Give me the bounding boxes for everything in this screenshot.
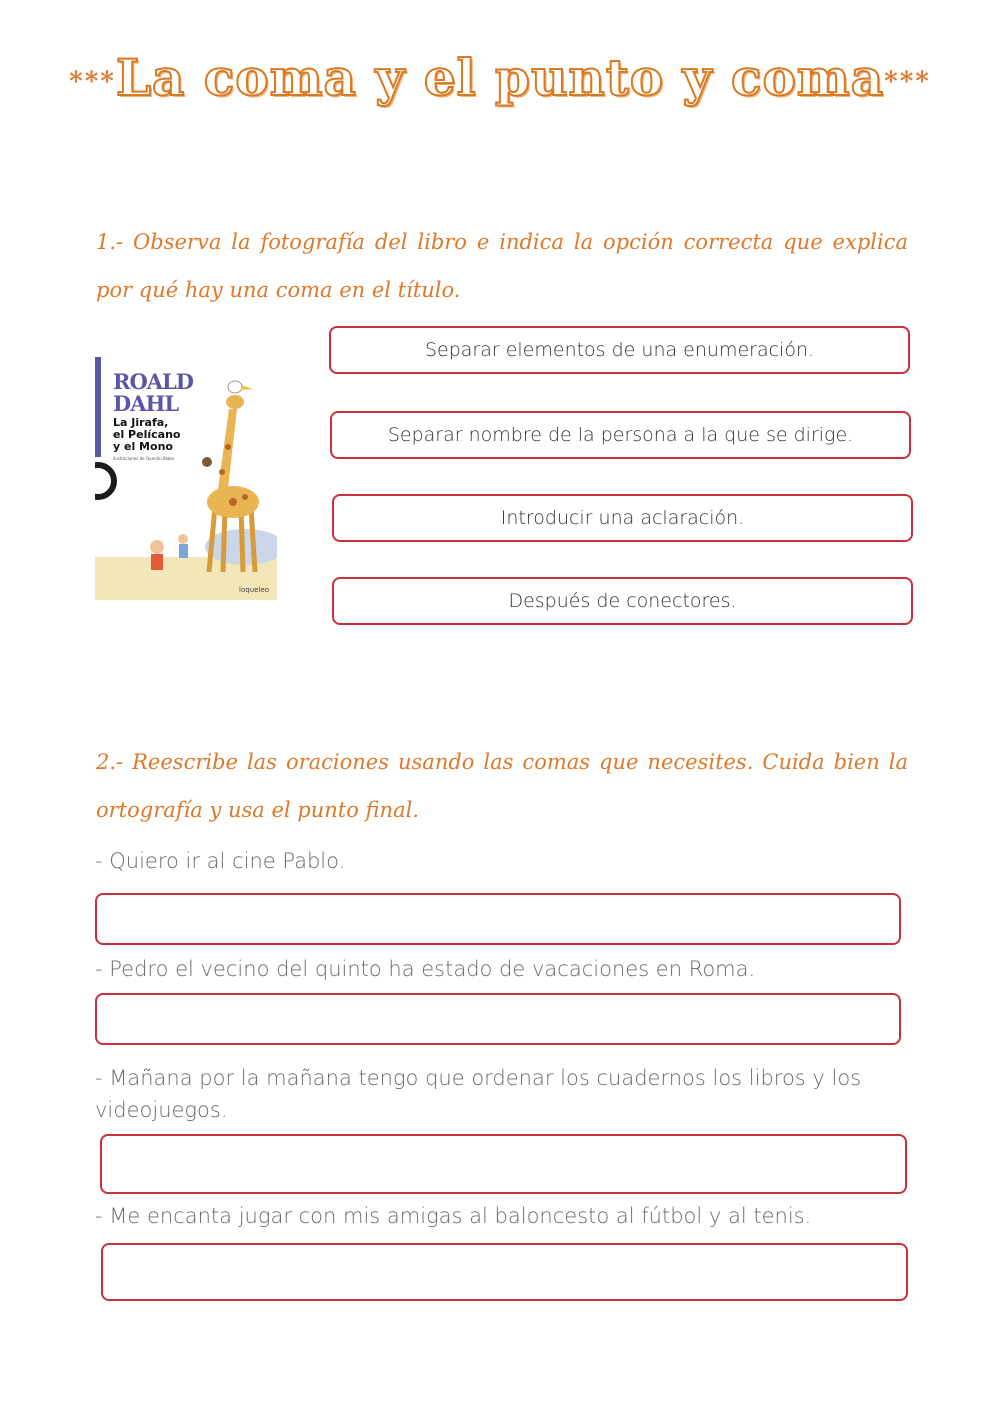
sentence-4: - Me encanta jugar con mis amigas al baloncesto al fútbol y al tenis. — [95, 1204, 812, 1228]
option-enumeration[interactable]: Separar elementos de una enumeración. — [329, 326, 910, 374]
book-author-line1: ROALD — [113, 369, 194, 394]
book-cover-image — [95, 357, 277, 600]
sentence-2: - Pedro el vecino del quinto ha estado de vacaciones en Roma. — [95, 957, 756, 981]
exercise-2-instruction: 2.- Reescribe las oraciones usando las comas que necesites. Cuida bien la ortografía y usa el punto final. — [96, 750, 908, 822]
book-title-line2: el Pelícano — [113, 428, 181, 441]
book-title-line1: La Jirafa, — [113, 416, 169, 429]
answer-input-4[interactable] — [103, 1245, 906, 1299]
answer-input-2[interactable] — [97, 995, 899, 1043]
exercise-1-instruction: 1.- Observa la fotografía del libro e indica la opción correcta que explica por qué hay una coma en el título. — [96, 230, 908, 302]
book-illustrator: ilustraciones de Quentin Blake — [113, 456, 174, 461]
giraffe-head — [226, 395, 244, 409]
person-head — [178, 534, 188, 544]
title-stars-right: *** — [884, 67, 931, 97]
child-head — [150, 540, 164, 554]
pelican-beak — [241, 385, 253, 390]
pelican — [228, 381, 242, 393]
title-stars-left: *** — [69, 67, 116, 97]
giraffe-spot — [242, 494, 248, 500]
option-clarification[interactable]: Introducir una aclaración. — [332, 494, 913, 542]
answer-box-2[interactable] — [95, 993, 901, 1045]
title-text: La coma y el punto y coma — [115, 48, 885, 107]
person-body — [179, 544, 188, 558]
sentence-3: - Mañana por la mañana tengo que ordenar los cuadernos los libros y los videojuegos. — [95, 1066, 862, 1122]
child-body — [151, 554, 163, 570]
worksheet-title — [0, 48, 1000, 107]
giraffe-illustration — [95, 357, 277, 600]
answer-input-3[interactable] — [102, 1136, 905, 1192]
option-connectors[interactable]: Después de conectores. — [332, 577, 913, 625]
giraffe-spot — [225, 444, 231, 450]
sentence-1: - Quiero ir al cine Pablo. — [95, 849, 346, 873]
option-vocative[interactable]: Separar nombre de la persona a la que se dirige. — [330, 411, 911, 459]
giraffe-spot — [219, 469, 225, 475]
answer-input-1[interactable] — [97, 895, 899, 943]
book-author-line2: DAHL — [113, 391, 179, 416]
giraffe-neck — [217, 409, 237, 497]
answer-box-4[interactable] — [101, 1243, 908, 1301]
monkey — [202, 457, 212, 467]
answer-box-1[interactable] — [95, 893, 901, 945]
giraffe-spot — [229, 498, 237, 506]
book-title-line3: y el Mono — [113, 440, 173, 453]
book-publisher: loqueleo — [239, 586, 269, 594]
answer-box-3[interactable] — [100, 1134, 907, 1194]
